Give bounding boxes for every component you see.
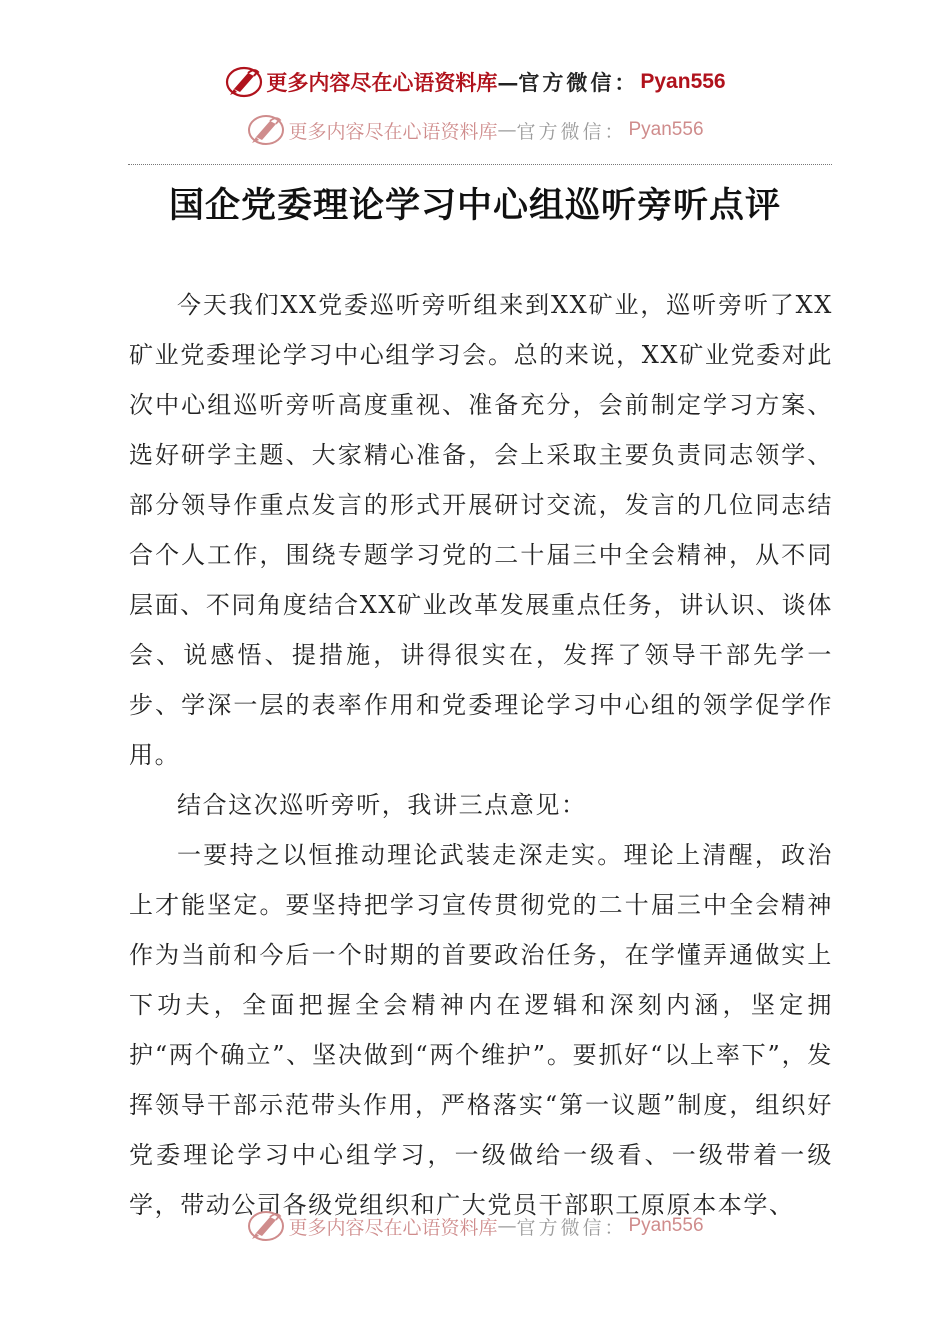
footer-banner	[0, 1206, 950, 1246]
banner-wechat-id: Pyan556	[640, 70, 726, 93]
header-divider	[128, 164, 832, 165]
body-paragraph: 一要持之以恒推动理论武装走深走实。理论上清醒，政治上才能坚定。要坚持把学习宣传贯彻党的二十届三中全会精神作为当前和今后一个时期的首要政治任务，在学懂弄通做实上下功夫，全面把握全会精神内在逻辑和深刻内涵，坚定拥护“两个确立”、坚决做到“两个维护”。要抓好“以上率下”，发挥领导干部示范带头作用，严格落实“第一议题”制度，组织好党委理论学习中心组学习，一级做给一级看、一级带着一级学，带动公司各级党组织和广大党员干部职工原原本本学、	[129, 841, 833, 1219]
document-title: 国企党委理论学习中心组巡听旁听点评	[168, 185, 781, 226]
banner-promo-text: 更多内容尽在心语资料库	[266, 70, 498, 95]
banner-promo-text: 更多内容尽在心语资料库	[288, 120, 498, 143]
header-banner-primary	[0, 60, 950, 104]
pen-nib-logo-icon	[246, 112, 286, 148]
pen-nib-logo-icon	[246, 1208, 286, 1244]
body-paragraph: 今天我们XX党委巡听旁听组来到XX矿业，巡听旁听了XX矿业党委理论学习中心组学习会。总的来说，XX矿业党委对此次中心组巡听旁听高度重视、准备充分，会前制定学习方案、选好研学主题、大家精心准备，会上采取主要负责同志领学、部分领导作重点发言的形式开展研讨交流，发言的几位同志结合个人工作，围绕专题学习党的二十届三中全会精神，从不同层面、不同角度结合XX矿业改革发展重点任务，讲认识、谈体会、说感悟、提措施，讲得很实在，发挥了领导干部先学一步、学深一层的表率作用和党委理论学习中心组的领学促学作用。	[129, 291, 833, 769]
banner-wechat-label: 官方微信：	[516, 120, 627, 143]
banner-wechat-id: Pyan556	[628, 119, 704, 140]
banner-separator: —	[497, 119, 517, 141]
banner-promo-text: 更多内容尽在心语资料库	[288, 1216, 498, 1239]
banner-wechat-id: Pyan556	[628, 1215, 704, 1236]
banner-separator: —	[497, 69, 519, 95]
banner-separator: —	[497, 1215, 517, 1237]
body-paragraph: 结合这次巡听旁听，我讲三点意见：	[177, 791, 587, 819]
document-body	[129, 280, 833, 1230]
banner-wechat-label: 官方微信：	[516, 1216, 627, 1239]
banner-wechat-label: 官方微信：	[518, 70, 639, 95]
header-banner-secondary	[0, 110, 950, 150]
pen-nib-logo-icon	[224, 64, 264, 100]
